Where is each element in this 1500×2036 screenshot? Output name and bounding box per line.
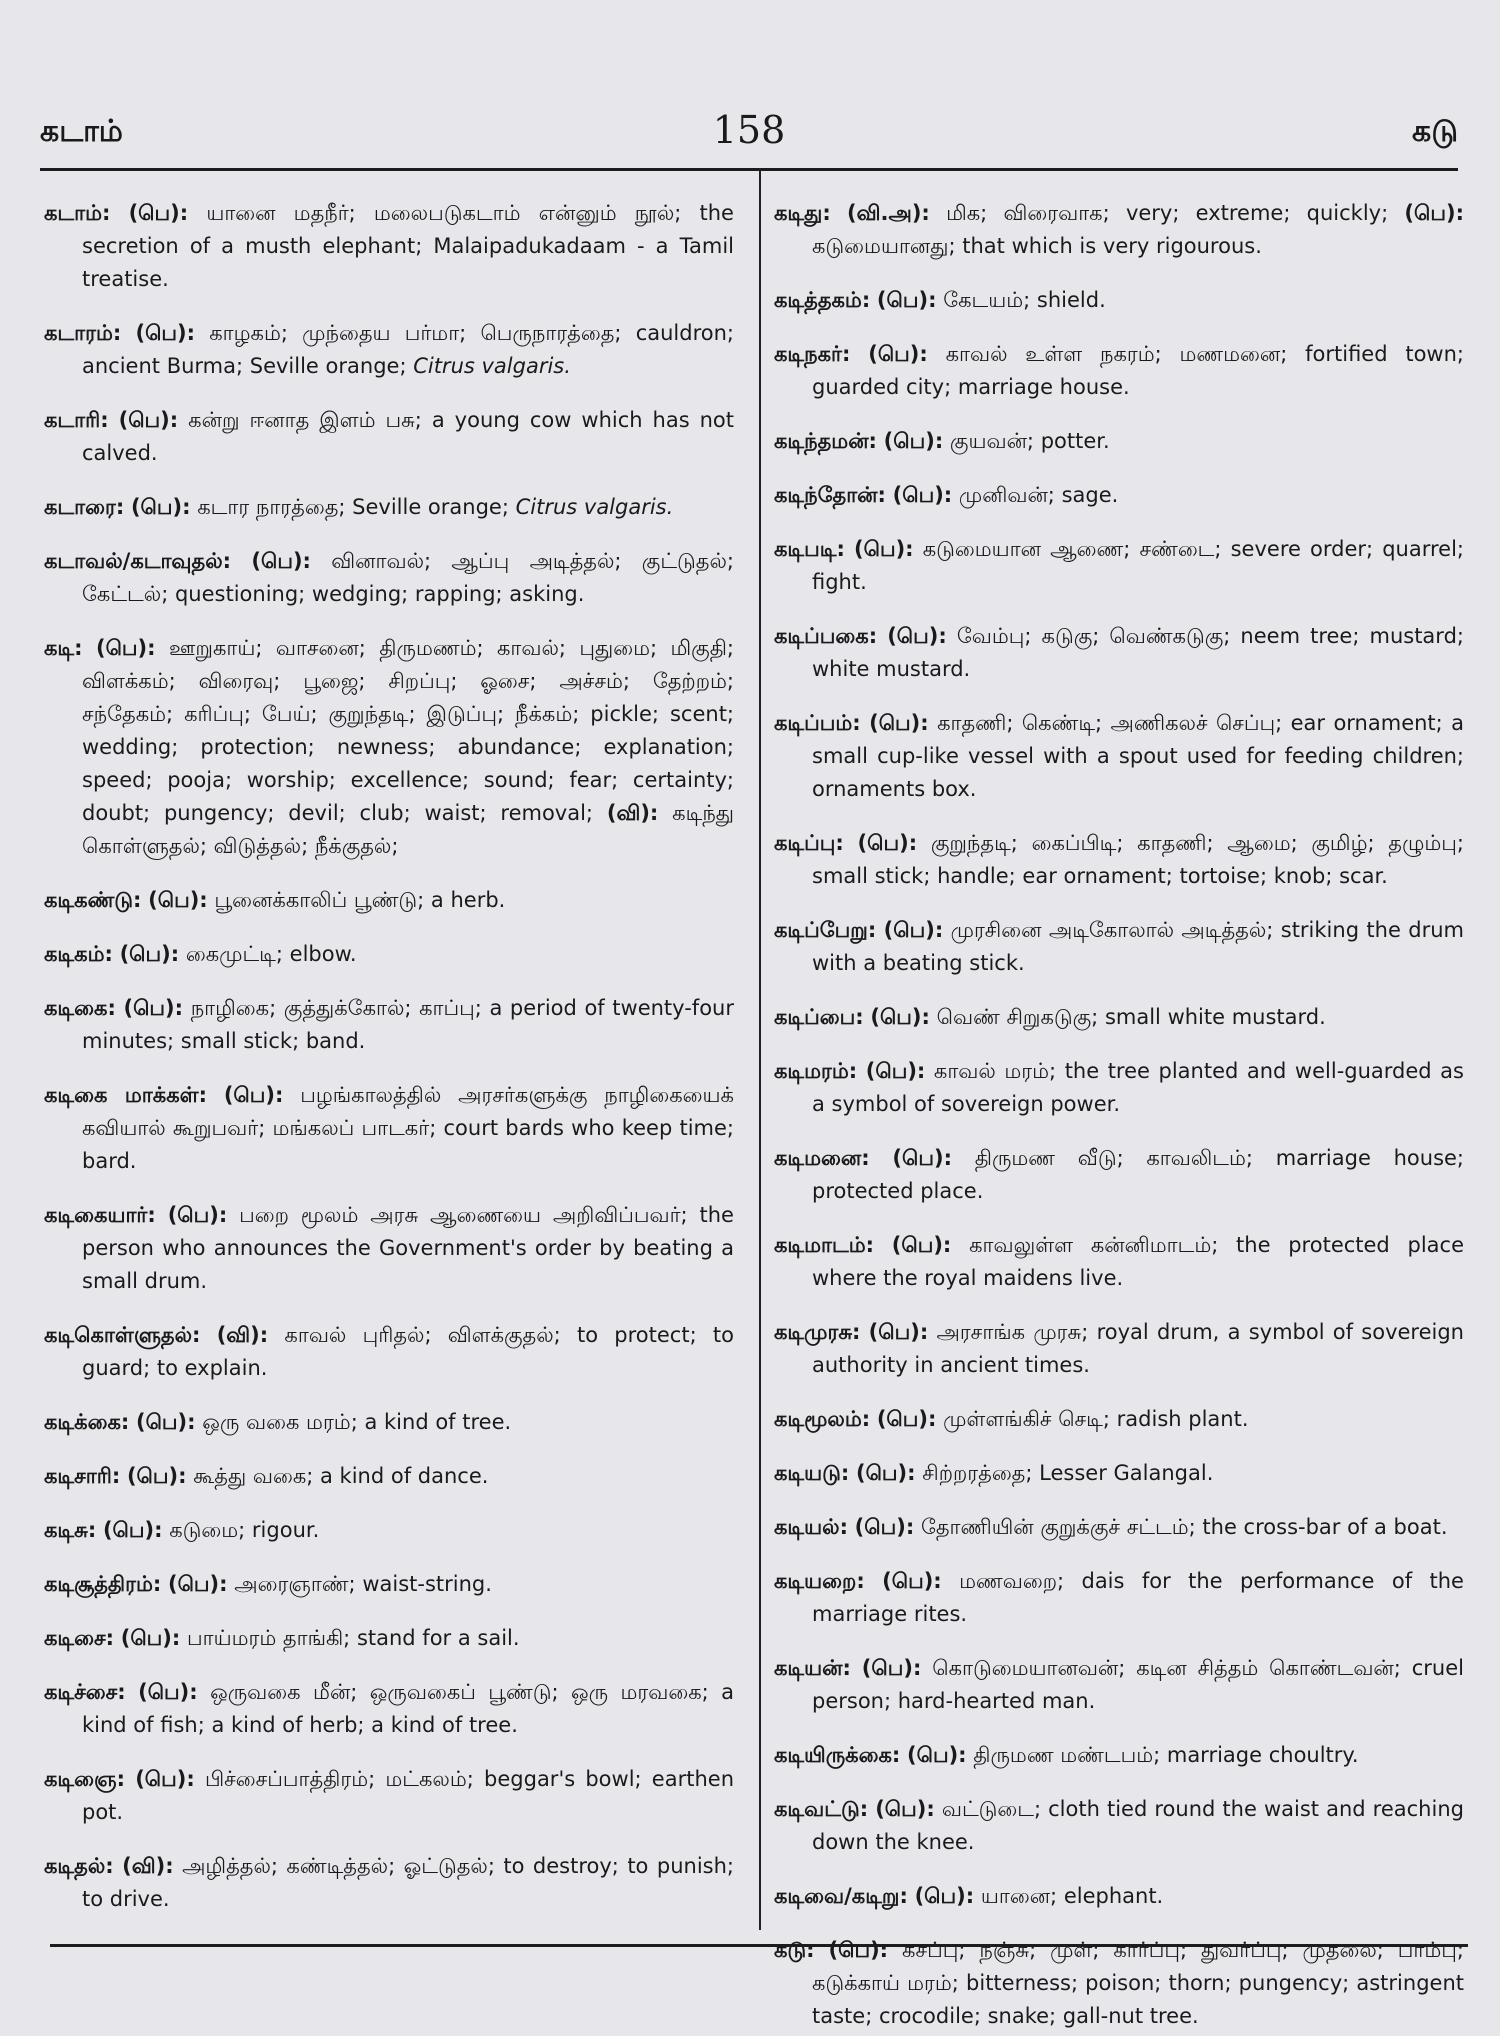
entry-english-meaning: a kind of tree. (364, 1410, 512, 1434)
entry-part-of-speech: (பெ): (135, 1767, 195, 1791)
entry-tamil-meaning: வினாவல்; ஆப்பு அடித்தல்; குட்டுதல்; கேட்டல்; (82, 549, 734, 606)
entry-headword: கடாம்: (44, 201, 111, 225)
entry-tamil-meaning: முள்ளங்கிச் செடி; (943, 1407, 1110, 1431)
dictionary-entry (774, 1793, 1464, 1859)
dictionary-entry (44, 1568, 734, 1601)
entry-part-of-speech: (பெ): (828, 1938, 889, 1962)
entry-english-meaning: radish plant. (1116, 1407, 1249, 1431)
entry-part-of-speech: (பெ): (876, 1407, 937, 1431)
entry-english-meaning: royal drum, a symbol of sovereign authority in ancient times. (812, 1320, 1464, 1377)
entry-part-of-speech: (பெ): (855, 1461, 916, 1485)
entry-english-meaning: severe order; quarrel; fight. (812, 537, 1464, 594)
dictionary-entry (774, 620, 1464, 686)
dictionary-entry (774, 1511, 1464, 1544)
entry-headword: கடிதல்: (44, 1854, 114, 1878)
entry-scientific-name: Citrus valgaris. (413, 354, 571, 378)
entry-tamil-meaning: திருமண வீடு; காவலிடம்; (974, 1146, 1253, 1170)
entry-english-meaning: neem tree; mustard; white mustard. (812, 624, 1464, 681)
entry-part-of-speech: (பெ): (128, 201, 189, 225)
entry-part-of-speech: (பெ): (857, 831, 918, 855)
entry-tamil-meaning: ஒரு வகை மரம்; (202, 1410, 358, 1434)
entry-tamil-meaning: கசப்பு; நஞ்சு; முள்; கார்ப்பு; துவர்ப்பு; முதலை; பாம்பு; கடுக்காய் மரம்; (812, 1938, 1464, 1995)
entry-part-of-speech: (வி): (606, 801, 659, 825)
dictionary-entry (774, 1739, 1464, 1772)
dictionary-entry (44, 1514, 734, 1547)
dictionary-entry (774, 338, 1464, 404)
entry-headword: கடிது: (774, 201, 831, 225)
entry-english-meaning: marriage house; protected place. (812, 1146, 1465, 1203)
entry-part-of-speech: (பெ): (891, 1233, 952, 1257)
dictionary-entry (44, 1850, 734, 1916)
entry-headword: கடிப்பை: (774, 1005, 864, 1029)
dictionary-entry (44, 491, 734, 524)
entry-tamil-meaning: கொடுமையானவன்; கடின சித்தம் கொண்டவன்; (932, 1656, 1401, 1680)
entry-headword: கடிநகர்: (774, 342, 851, 366)
entry-headword: கடிசாரி: (44, 1464, 121, 1488)
entry-part-of-speech: (பெ): (868, 342, 928, 366)
dictionary-entry (774, 1055, 1464, 1121)
entry-english-meaning: the protected place where the royal maidens live. (812, 1233, 1464, 1290)
dictionary-entry (44, 884, 734, 917)
entry-tamil-meaning: கடார நாரத்தை; (197, 495, 346, 519)
entry-headword: கடிச்சை: (44, 1680, 126, 1704)
entry-headword: கடிமாடம்: (774, 1233, 875, 1257)
dictionary-entry (774, 197, 1464, 263)
entry-headword: கடிகண்டு: (44, 888, 142, 912)
entry-tamil-meaning: கேடயம்; (943, 288, 1031, 312)
entry-part-of-speech: (பெ): (854, 537, 914, 561)
entry-headword: கடியறை: (774, 1569, 865, 1593)
entry-tamil-meaning: தோணியின் குறுக்குச் சட்டம்; (920, 1515, 1196, 1539)
dictionary-entry (44, 1622, 734, 1655)
entry-headword: கடிமரம்: (774, 1059, 858, 1083)
entry-tamil-meaning: பழங்காலத்தில் அரசர்களுக்கு நாழிகையைக் கவியால் கூறுபவர்; மங்கலப் பாடகர்; (82, 1083, 734, 1140)
column-divider (759, 168, 761, 1930)
entry-tamil-meaning: அரசாங்க முரசு; (936, 1320, 1089, 1344)
entry-tamil-meaning: குயவன்; (949, 429, 1035, 453)
entry-tamil-meaning: காவல் உள்ள நகரம்; மணமனை; (945, 342, 1288, 366)
entry-tamil-meaning: காவல் புரிதல்; விளக்குதல்; (284, 1323, 561, 1347)
dictionary-entry (44, 1319, 734, 1385)
entry-headword: கடிமுரசு: (774, 1320, 861, 1344)
entry-part-of-speech: (பெ): (138, 1680, 198, 1704)
entry-english-meaning: ear ornament; a small cup-like vessel with a spout used for feeding children; ornaments box. (812, 711, 1464, 801)
header-rule (40, 168, 1458, 171)
entry-headword: கடிப்பு: (774, 831, 844, 855)
entry-part-of-speech: (பெ): (870, 1005, 930, 1029)
entry-headword: கடிகொள்ளுதல்: (44, 1323, 201, 1347)
entry-english-meaning: elbow. (289, 942, 357, 966)
dictionary-entry (44, 632, 734, 863)
entry-part-of-speech: (பெ): (875, 1797, 935, 1821)
entry-headword: கடிந்தமன்: (774, 429, 877, 453)
entry-headword: கடாரை: (44, 495, 125, 519)
entry-part-of-speech: (பெ): (223, 1083, 284, 1107)
entry-part-of-speech: (பெ): (883, 429, 944, 453)
dictionary-entry (44, 992, 734, 1058)
entry-tamil-meaning: காவல் மரம்; (933, 1059, 1057, 1083)
dictionary-entry (774, 1457, 1464, 1490)
entry-tamil-meaning: வட்டுடை; (941, 1797, 1042, 1821)
entry-part-of-speech: (பெ): (861, 1656, 922, 1680)
dictionary-entry (774, 1652, 1464, 1718)
entry-headword: கடியிருக்கை: (774, 1743, 901, 1767)
entry-tamil-meaning: கடுமையான ஆணை; சண்டை; (922, 537, 1222, 561)
entry-headword: கடி: (44, 636, 83, 660)
dictionary-entry (774, 284, 1464, 317)
dictionary-entry (774, 827, 1464, 893)
entry-tamil-meaning: பிச்சைப்பாத்திரம்; மட்கலம்; (204, 1767, 474, 1791)
entry-tamil-meaning: கூத்து வகை; (193, 1464, 314, 1488)
entry-part-of-speech: (பெ): (868, 1320, 929, 1344)
dictionary-entry (44, 1763, 734, 1829)
entry-tamil-meaning: பறை மூலம் அரசு ஆணையை அறிவிப்பவர்; (239, 1203, 688, 1227)
entry-english-meaning: dais for the performance of the marriage rites. (812, 1569, 1464, 1626)
entry-headword: கடிகை: (44, 996, 116, 1020)
entry-part-of-speech: (பெ): (167, 1203, 228, 1227)
dictionary-entry (44, 197, 734, 296)
entry-part-of-speech: (பெ): (119, 942, 180, 966)
entry-tamil-meaning: கடுமையானது; (812, 234, 956, 258)
dictionary-entry (774, 1403, 1464, 1436)
right-guide-word: கடு (1412, 114, 1458, 149)
dictionary-entry (774, 1001, 1464, 1034)
entry-headword: கடிந்தோன்: (774, 483, 886, 507)
entry-headword: கடிகை மாக்கள்: (44, 1083, 207, 1107)
dictionary-entry (44, 938, 734, 971)
entry-english-meaning: elephant. (1063, 1884, 1164, 1908)
entry-tamil-meaning: வேம்பு; கடுகு; வெண்கடுகு; (956, 624, 1231, 648)
entry-headword: கடிமனை: (774, 1146, 870, 1170)
entry-tamil-meaning: கடிந்து கொள்ளுதல்; விடுத்தல்; நீக்குதல்; (82, 801, 735, 858)
entry-english-meaning: the secretion of a musth elephant; Malaipadukadaam - a Tamil treatise. (82, 201, 734, 291)
entry-part-of-speech: (பெ): (892, 1146, 952, 1170)
entry-english-meaning: Lesser Galangal. (1039, 1461, 1214, 1485)
entry-part-of-speech: (பெ): (907, 1743, 967, 1767)
entry-headword: கடிப்பம்: (774, 711, 861, 735)
entry-tamil-meaning: சிற்றரத்தை; (922, 1461, 1033, 1485)
entry-english-meaning: waist-string. (362, 1572, 492, 1596)
entry-tamil-meaning: முரசினை அடிகோலால் அடித்தல்; (950, 918, 1274, 942)
entry-english-meaning: Seville orange; (352, 495, 509, 519)
entry-tamil-meaning: யானை மதநீர்; மலைபடுகடாம் என்னும் நூல்; (206, 201, 682, 225)
entry-english-meaning: sage. (1061, 483, 1119, 507)
right-column (774, 176, 1464, 2036)
left-column (44, 176, 734, 1919)
dictionary-entry (774, 914, 1464, 980)
entry-headword: கடிகையார்: (44, 1203, 156, 1227)
entry-part-of-speech: (வி): (122, 1854, 174, 1878)
entry-tamil-meaning: கடுமை; (169, 1518, 246, 1542)
dictionary-entry (44, 1460, 734, 1493)
entry-headword: கடாரி: (44, 408, 109, 432)
dictionary-entry (774, 707, 1464, 806)
entry-headword: கடிமூலம்: (774, 1407, 871, 1431)
entry-tamil-meaning: அரைஞாண்; (234, 1572, 356, 1596)
entry-tamil-meaning: அழித்தல்; கண்டித்தல்; ஓட்டுதல்; (182, 1854, 495, 1878)
entry-english-meaning: cauldron; ancient Burma; Seville orange; (82, 321, 734, 378)
entry-english-meaning: to destroy; to punish; to drive. (82, 1854, 734, 1911)
entry-english-meaning: the tree planted and well-guarded as a symbol of sovereign power. (812, 1059, 1464, 1116)
entry-headword: கடாவல்/கடாவுதல்: (44, 549, 232, 573)
entry-tamil-meaning: யானை; (980, 1884, 1058, 1908)
dictionary-entry (44, 404, 734, 470)
entry-headword: கடிவை/கடிறு: (774, 1884, 908, 1908)
entry-part-of-speech: (பெ): (102, 1518, 163, 1542)
entry-english-meaning: bitterness; poison; thorn; pungency; astringent taste; crocodile; snake; gall-nut tree. (812, 1971, 1464, 2028)
entry-headword: கடாரம்: (44, 321, 122, 345)
entry-english-meaning: striking the drum with a beating stick. (812, 918, 1464, 975)
entry-part-of-speech: (பெ): (130, 495, 191, 519)
entry-english-meaning: cruel person; hard-hearted man. (812, 1656, 1464, 1713)
entry-part-of-speech: (பெ): (865, 1059, 926, 1083)
entry-headword: கடித்தகம்: (774, 288, 871, 312)
entry-english-meaning: rigour. (251, 1518, 320, 1542)
entry-english-meaning: a kind of fish; a kind of herb; a kind of tree. (82, 1680, 734, 1737)
dictionary-entry (44, 1676, 734, 1742)
page-number: 158 (712, 108, 786, 152)
entry-part-of-speech: (பெ): (135, 1410, 196, 1434)
entry-part-of-speech: (பெ): (1404, 201, 1464, 225)
entry-tamil-meaning: காதணி; கெண்டி; அணிகலச் செப்பு; (937, 711, 1283, 735)
dictionary-entry (774, 1316, 1464, 1382)
entry-tamil-meaning: முனிவன்; (958, 483, 1055, 507)
entry-part-of-speech: (பெ): (126, 1464, 187, 1488)
entry-english-meaning: stand for a sail. (356, 1626, 520, 1650)
entry-english-meaning: a herb. (430, 888, 506, 912)
entry-part-of-speech: (வி): (216, 1323, 269, 1347)
entry-headword: கடிசை: (44, 1626, 115, 1650)
entry-english-meaning: very; extreme; quickly; (1125, 201, 1389, 225)
entry-headword: கடிசூத்திரம்: (44, 1572, 162, 1596)
dictionary-entry (44, 1199, 734, 1298)
entry-tamil-meaning: கன்று ஈனாத இளம் பசு; (188, 408, 422, 432)
entry-part-of-speech: (பெ): (887, 624, 947, 648)
entry-english-meaning: the person who announces the Government's order by beating a small drum. (82, 1203, 734, 1293)
entry-english-meaning: beggar's bowl; earthen pot. (82, 1767, 734, 1824)
dictionary-entry (44, 545, 734, 611)
entry-headword: கடிக்கை: (44, 1410, 130, 1434)
entry-tamil-meaning: பூனைக்காலிப் பூண்டு; (214, 888, 425, 912)
entry-part-of-speech: (பெ): (95, 636, 156, 660)
entry-tamil-meaning: ஒருவகை மீன்; ஒருவகைப் பூண்டு; ஒரு மரவகை; (210, 1680, 709, 1704)
entry-part-of-speech: (பெ): (876, 288, 937, 312)
entry-headword: கடிபடி: (774, 537, 845, 561)
entry-english-meaning: to protect; to guard; to explain. (82, 1323, 734, 1380)
entry-english-meaning: marriage choultry. (1166, 1743, 1359, 1767)
entry-tamil-meaning: மிக; விரைவாக; (946, 201, 1110, 225)
entry-headword: கடிப்பேறு: (774, 918, 877, 942)
entry-part-of-speech: (பெ): (869, 711, 929, 735)
entry-headword: கடிகம்: (44, 942, 113, 966)
entry-part-of-speech: (பெ): (883, 918, 944, 942)
entry-english-meaning: a period of twenty-four minutes; small stick; band. (82, 996, 734, 1053)
dictionary-entry (44, 1406, 734, 1439)
left-guide-word: கடாம் (40, 114, 123, 149)
entry-english-meaning: cloth tied round the waist and reaching down the knee. (812, 1797, 1464, 1854)
entry-headword: கடியல்: (774, 1515, 848, 1539)
entry-part-of-speech: (பெ): (148, 888, 208, 912)
entry-tamil-meaning: பாய்மரம் தாங்கி; (187, 1626, 351, 1650)
entry-english-meaning: pickle; scent; wedding; protection; newness; abundance; explanation; speed; pooja; worship; excellence; sound; fear; certainty; doubt; pungency; devil; club; waist; removal; (82, 702, 735, 825)
entry-tamil-meaning: காழகம்; முந்தைய பர்மா; பெருநாரத்தை; (209, 321, 622, 345)
entry-english-meaning: a young cow which has not calved. (82, 408, 734, 465)
entry-part-of-speech: (பெ): (914, 1884, 975, 1908)
dictionary-entry (774, 425, 1464, 458)
entry-english-meaning: small stick; handle; ear ornament; tortoise; knob; scar. (812, 864, 1388, 888)
entry-english-meaning: shield. (1036, 288, 1106, 312)
entry-headword: கடிவட்டு: (774, 1797, 869, 1821)
entry-tamil-meaning: குறுந்தடி; கைப்பிடி; காதணி; ஆமை; குமிழ்; தழும்பு; (930, 831, 1464, 855)
dictionary-entry (44, 317, 734, 383)
entry-headword: கடிசு: (44, 1518, 97, 1542)
dictionary-entry (44, 1079, 734, 1178)
entry-part-of-speech: (வி.அ): (847, 201, 930, 225)
entry-english-meaning: small white mustard. (1104, 1005, 1326, 1029)
entry-part-of-speech: (பெ): (118, 408, 179, 432)
entry-tamil-meaning: நாழிகை; குத்துக்கோல்; காப்பு; (190, 996, 482, 1020)
entry-english-meaning: the cross-bar of a boat. (1202, 1515, 1448, 1539)
entry-english-meaning: questioning; wedging; rapping; asking. (174, 582, 585, 606)
page-header (40, 108, 1458, 160)
entry-part-of-speech: (பெ): (892, 483, 953, 507)
entry-headword: கடிஞை: (44, 1767, 125, 1791)
entry-part-of-speech: (பெ): (882, 1569, 942, 1593)
entry-english-meaning: court bards who keep time; bard. (82, 1116, 734, 1173)
entry-part-of-speech: (பெ): (123, 996, 184, 1020)
entry-part-of-speech: (பெ): (854, 1515, 915, 1539)
entry-english-meaning: fortified town; guarded city; marriage house. (812, 342, 1464, 399)
entry-tamil-meaning: காவலுள்ள கன்னிமாடம்; (969, 1233, 1219, 1257)
entry-headword: கடியன்: (774, 1656, 851, 1680)
entry-headword: கடியடு: (774, 1461, 850, 1485)
entry-part-of-speech: (பெ): (120, 1626, 181, 1650)
dictionary-entry (774, 1229, 1464, 1295)
entry-part-of-speech: (பெ): (135, 321, 196, 345)
entry-tamil-meaning: ஊறுகாய்; வாசனை; திருமணம்; காவல்; புதுமை; மிகுதி; விளக்கம்; விரைவு; பூஜை; சிறப்பு; ஓசை; அச்சம்; தேற்றம்; சந்தேகம்; கரிப்பு; பேய்; குறுந்தடி; இடுப்பு; நீக்கம்; (82, 636, 734, 726)
entry-headword: கடிப்பகை: (774, 624, 878, 648)
dictionary-entry (774, 533, 1464, 599)
entry-part-of-speech: (பெ): (167, 1572, 228, 1596)
dictionary-entry (774, 1565, 1464, 1631)
dictionary-entry (774, 1880, 1464, 1913)
entry-tamil-meaning: மணவறை; (959, 1569, 1065, 1593)
dictionary-entry (774, 1142, 1464, 1208)
entry-tamil-meaning: கைமுட்டி; (185, 942, 283, 966)
dictionary-entry (774, 1934, 1464, 2033)
entry-tamil-meaning: வெண் சிறுகடுகு; (936, 1005, 1099, 1029)
entry-english-meaning: a kind of dance. (320, 1464, 489, 1488)
entry-scientific-name: Citrus valgaris. (515, 495, 674, 519)
entry-headword: கடு: (774, 1938, 815, 1962)
entry-part-of-speech: (பெ): (251, 549, 311, 573)
entry-english-meaning: that which is very rigourous. (962, 234, 1262, 258)
entry-english-meaning: potter. (1040, 429, 1110, 453)
dictionary-entry (774, 479, 1464, 512)
entry-tamil-meaning: திருமண மண்டபம்; (973, 1743, 1161, 1767)
